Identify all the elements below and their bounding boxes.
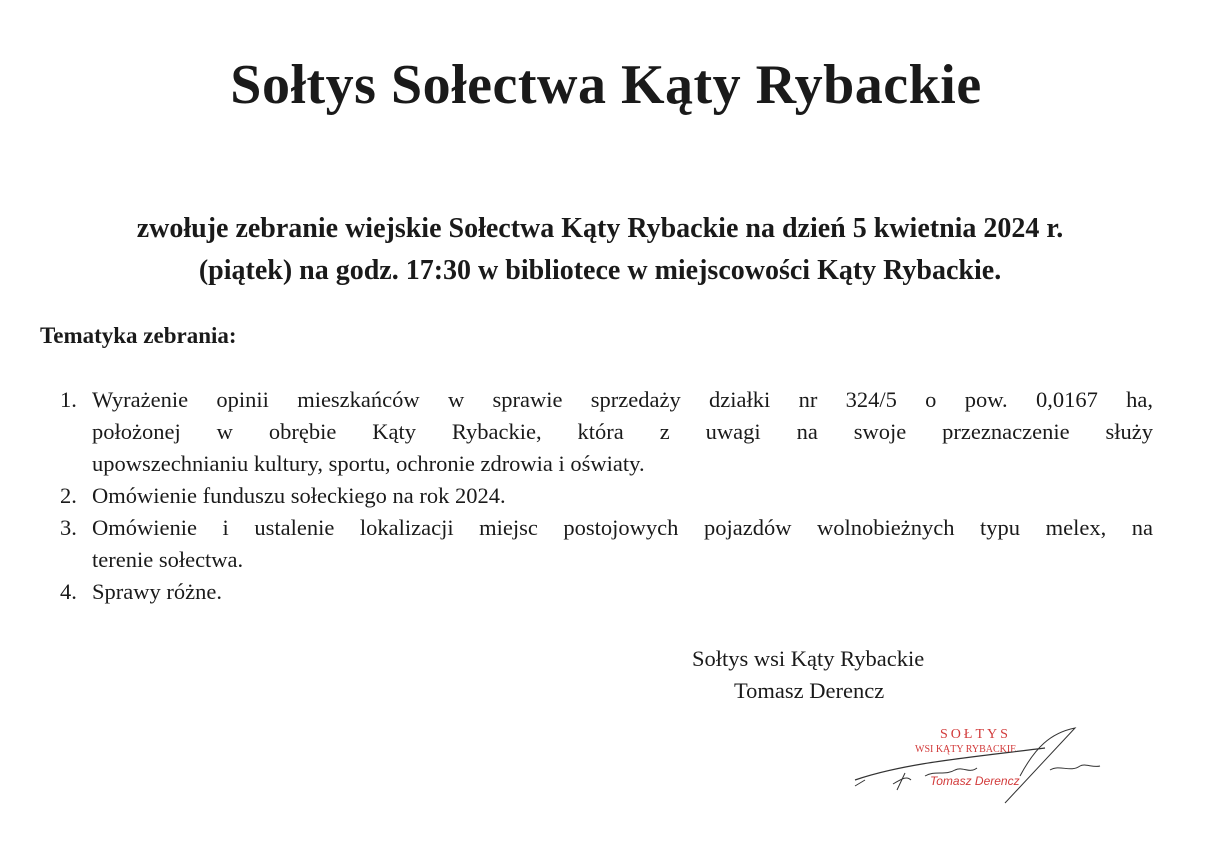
signature-stroke (1050, 765, 1100, 770)
agenda-item-line: Wyrażenie opinii mieszkańców w sprawie sprzedaży działki nr 324/5 o pow. 0,0167 ha, (92, 387, 1153, 412)
signature-stroke (1005, 728, 1075, 803)
official-stamp-with-signature (845, 718, 1115, 813)
agenda-item-line: położonej w obrębie Kąty Rybackie, która z uwagi na swoje przeznaczenie służy (92, 419, 1153, 444)
announcement-line-1: zwołuje zebranie wiejskie Sołectwa Kąty Rybackie na dzień 5 kwietnia 2024 r. (136, 213, 1064, 244)
agenda-item-3 (60, 512, 1153, 576)
agenda-item-number: 3. (60, 515, 77, 540)
agenda-item-4 (60, 576, 1153, 608)
announcement-line-2: (piątek) na godz. 17:30 w bibliotece w miejscowości Kąty Rybackie. (198, 255, 1002, 286)
agenda-list (60, 384, 1153, 608)
signature-stroke (893, 773, 911, 790)
agenda-item-line: terenie sołectwa. (92, 547, 244, 572)
topic-heading: Tematyka zebrania: (40, 323, 237, 348)
signature-title: Sołtys wsi Kąty Rybackie (692, 646, 925, 671)
page-title: Sołtys Sołectwa Kąty Rybackie (230, 54, 982, 116)
signature-stroke (855, 780, 865, 786)
agenda-item-number: 1. (60, 387, 77, 412)
agenda-item-line: upowszechnianiu kultury, sportu, ochronie zdrowia i oświaty. (92, 451, 645, 476)
agenda-item-number: 2. (60, 483, 77, 508)
stamp-line-3: Tomasz Derencz (930, 774, 1020, 788)
agenda-item-number: 4. (60, 579, 77, 604)
agenda-item-line: Omówienie i ustalenie lokalizacji miejsc postojowych pojazdów wolnobieżnych typu melex, na (92, 515, 1153, 540)
agenda-item-1 (60, 384, 1153, 480)
stamp-line-2: WSI KĄTY RYBACKIE (915, 744, 1017, 755)
signature-name: Tomasz Derencz (734, 678, 885, 703)
agenda-item-2 (60, 480, 1153, 512)
agenda-item-line: Omówienie funduszu sołeckiego na rok 2024. (92, 483, 506, 508)
agenda-item-line: Sprawy różne. (92, 579, 222, 604)
announcement (40, 208, 1160, 292)
signature-block (692, 643, 924, 707)
stamp-line-1: SOŁTYS (940, 727, 1011, 742)
stamp-signature-graphic (845, 718, 1115, 813)
